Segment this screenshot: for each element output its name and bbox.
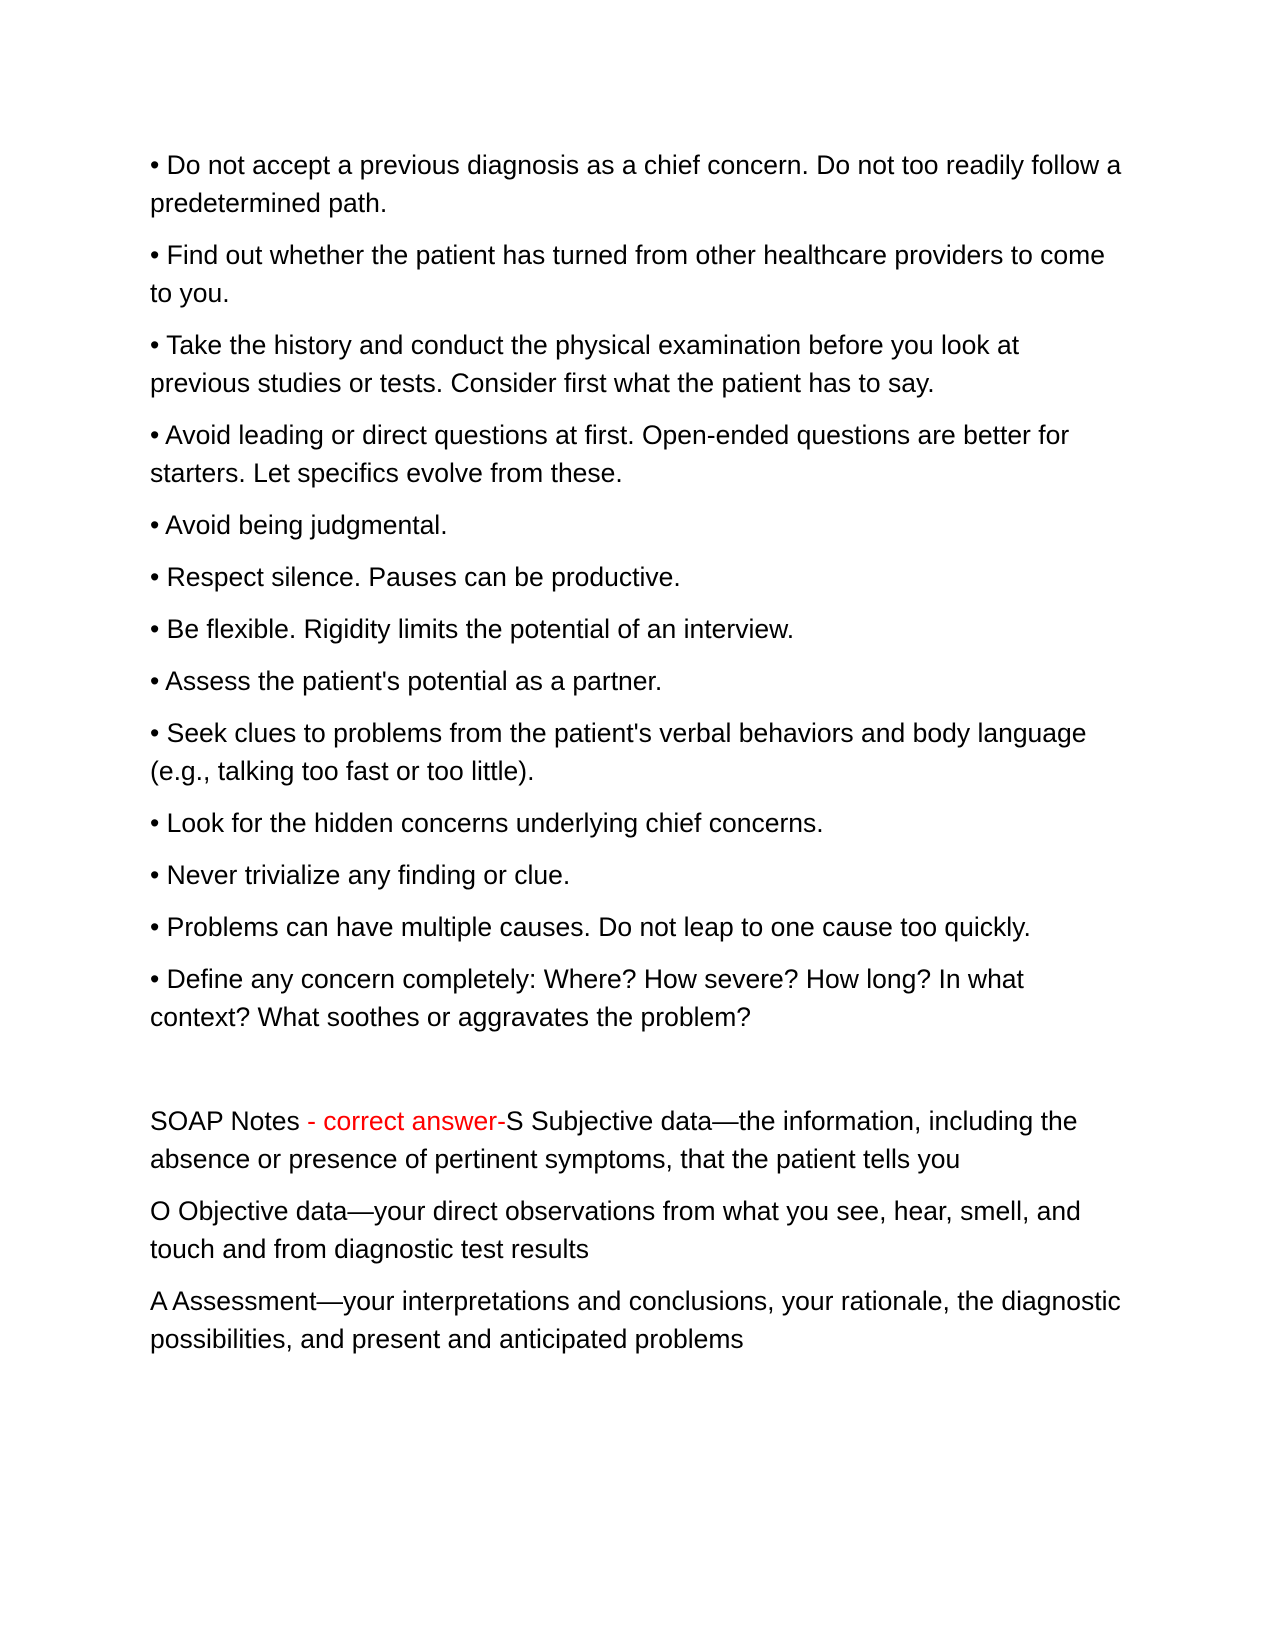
bullet-previous-diagnosis: • Do not accept a previous diagnosis as a chief concern. Do not too readily follow a predetermined path.	[150, 150, 1122, 218]
bullet-patient-partner: • Assess the patient's potential as a partner.	[150, 666, 663, 696]
soap-subjective-text: S Subjective data—the information, including the absence or presence of pertinent symptoms, that the patient tells you	[150, 1106, 1078, 1174]
soap-objective-paragraph: O Objective data—your direct observations from what you see, hear, smell, and touch and from diagnostic test results	[150, 1196, 1081, 1264]
soap-term: SOAP Notes	[150, 1106, 300, 1136]
bullet-not-judgmental: • Avoid being judgmental.	[150, 510, 448, 540]
bullet-history-first: • Take the history and conduct the physical examination before you look at previous studies or tests. Consider first what the patient has to say.	[150, 330, 1020, 398]
bullet-other-providers: • Find out whether the patient has turned from other healthcare providers to come to you.	[150, 240, 1105, 308]
document-page	[150, 146, 1125, 1372]
bullet-be-flexible: • Be flexible. Rigidity limits the potential of an interview.	[150, 614, 795, 644]
correct-answer-marker: - correct answer-	[299, 1106, 506, 1136]
soap-subjective-paragraph	[150, 1102, 1125, 1178]
bullet-respect-silence: • Respect silence. Pauses can be productive.	[150, 562, 681, 592]
bullet-open-ended-questions: • Avoid leading or direct questions at first. Open-ended questions are better for starters. Let specifics evolve from these.	[150, 420, 1070, 488]
bullet-seek-clues: • Seek clues to problems from the patient's verbal behaviors and body language (e.g., talking too fast or too little).	[150, 718, 1087, 786]
bullet-multiple-causes: • Problems can have multiple causes. Do not leap to one cause too quickly.	[150, 912, 1031, 942]
section-spacer	[150, 1050, 1125, 1102]
soap-assessment-paragraph: A Assessment—your interpretations and conclusions, your rationale, the diagnostic possibilities, and present and anticipated problems	[150, 1286, 1121, 1354]
bullet-never-trivialize: • Never trivialize any finding or clue.	[150, 860, 571, 890]
bullet-hidden-concerns: • Look for the hidden concerns underlying chief concerns.	[150, 808, 824, 838]
bullet-define-concern: • Define any concern completely: Where? How severe? How long? In what context? What soothes or aggravates the problem?	[150, 964, 1024, 1032]
